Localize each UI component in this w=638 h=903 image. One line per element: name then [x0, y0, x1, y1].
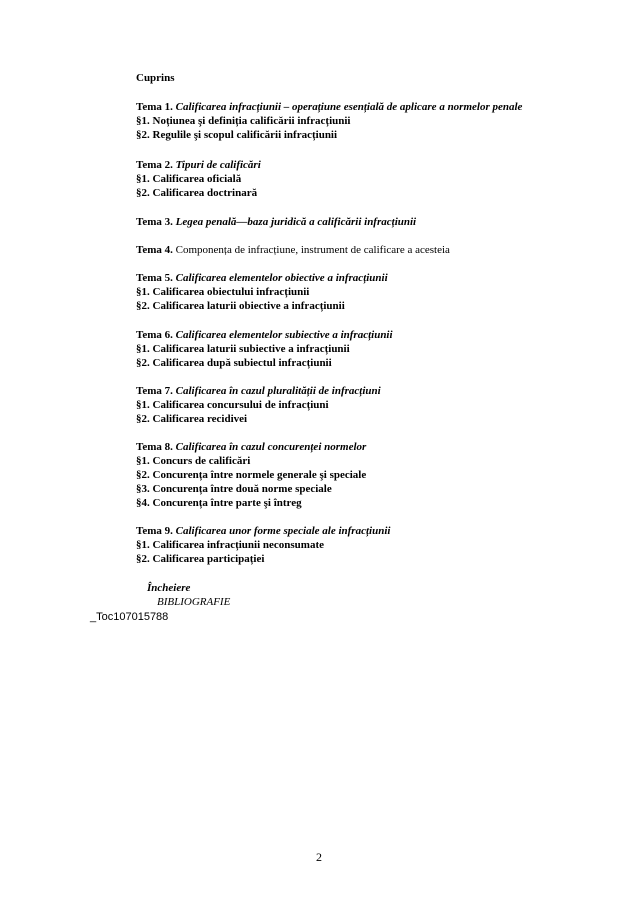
tema-4-prefix: Tema 4.: [136, 244, 176, 256]
tema-9-title: Calificarea unor forme speciale ale infracțiunii: [175, 525, 391, 537]
tema-6-title: Calificarea elementelor subiective a infracțiunii: [175, 329, 393, 341]
tema-5-section-2: §2. Calificarea laturii obiective a infracțiunii: [136, 300, 345, 312]
tema-1-section-1: §1. Noțiunea şi definiția calificării infracțiunii: [136, 115, 351, 127]
tema-1-section-2: §2. Regulile şi scopul calificării infracțiunii: [136, 129, 338, 141]
tema-7-heading: [136, 385, 381, 398]
tema-9-heading: [136, 525, 390, 538]
tema-8-title: Calificarea în cazul concurenței normelor: [175, 441, 367, 453]
tema-2-section-1: §1. Calificarea oficială: [136, 173, 242, 185]
tema-8-section-2: §2. Concurența între normele generale şi speciale: [136, 469, 367, 481]
tema-8-heading: [136, 441, 366, 454]
tema-5-heading: [136, 272, 388, 285]
tema-6-section-2: §2. Calificarea după subiectul infracțiunii: [136, 357, 332, 369]
tema-7-title: Calificarea în cazul pluralității de infracțiuni: [175, 385, 381, 397]
incheiere-link[interactable]: Încheiere: [147, 582, 191, 594]
tema-8-section-1: §1. Concurs de calificări: [136, 455, 251, 467]
tema-7-section-2: §2. Calificarea recidivei: [136, 413, 248, 425]
tema-2-title: Tipuri de calificări: [175, 159, 261, 171]
tema-9-section-2: §2. Calificarea participației: [136, 553, 265, 565]
toc-title: Cuprins: [136, 72, 175, 84]
tema-6-prefix: Tema 6.: [136, 329, 176, 341]
tema-8-section-3: §3. Concurența între două norme speciale: [136, 483, 332, 495]
tema-5-prefix: Tema 5.: [136, 272, 176, 284]
tema-9-prefix: Tema 9.: [136, 525, 176, 537]
tema-3-prefix: Tema 3.: [136, 216, 176, 228]
tema-1-prefix: Tema 1.: [136, 101, 176, 113]
tema-5-title: Calificarea elementelor obiective a infracțiunii: [175, 272, 388, 284]
tema-3-title: Legea penală—baza juridică a calificării infracțiunii: [175, 216, 417, 228]
tema-2-prefix: Tema 2.: [136, 159, 176, 171]
tema-6-heading: [136, 329, 393, 342]
tema-7-prefix: Tema 7.: [136, 385, 176, 397]
tema-9-section-1: §1. Calificarea infracțiunii neconsumate: [136, 539, 324, 551]
tema-6-section-1: §1. Calificarea laturii subiective a infracțiunii: [136, 343, 350, 355]
page-number: 2: [316, 850, 322, 864]
tema-4-title: Componența de infracțiune, instrument de calificare a acesteia: [175, 244, 450, 256]
tema-1-heading: [136, 101, 522, 114]
tema-8-section-4: §4. Concurența între parte şi întreg: [136, 497, 302, 509]
tema-7-section-1: §1. Calificarea concursului de infracțiuni: [136, 399, 329, 411]
tema-2-section-2: §2. Calificarea doctrinară: [136, 187, 258, 199]
tema-3-heading: [136, 216, 416, 229]
bibliografie-link[interactable]: BIBLIOGRAFIE: [157, 596, 231, 608]
toc-bookmark: _Toc107015788: [90, 611, 169, 623]
tema-8-prefix: Tema 8.: [136, 441, 176, 453]
tema-5-section-1: §1. Calificarea obiectului infracțiunii: [136, 286, 310, 298]
tema-2-heading: [136, 159, 261, 172]
tema-4-heading: [136, 244, 450, 257]
tema-1-title: Calificarea infracțiunii – operațiune esențială de aplicare a normelor penale: [175, 101, 523, 113]
